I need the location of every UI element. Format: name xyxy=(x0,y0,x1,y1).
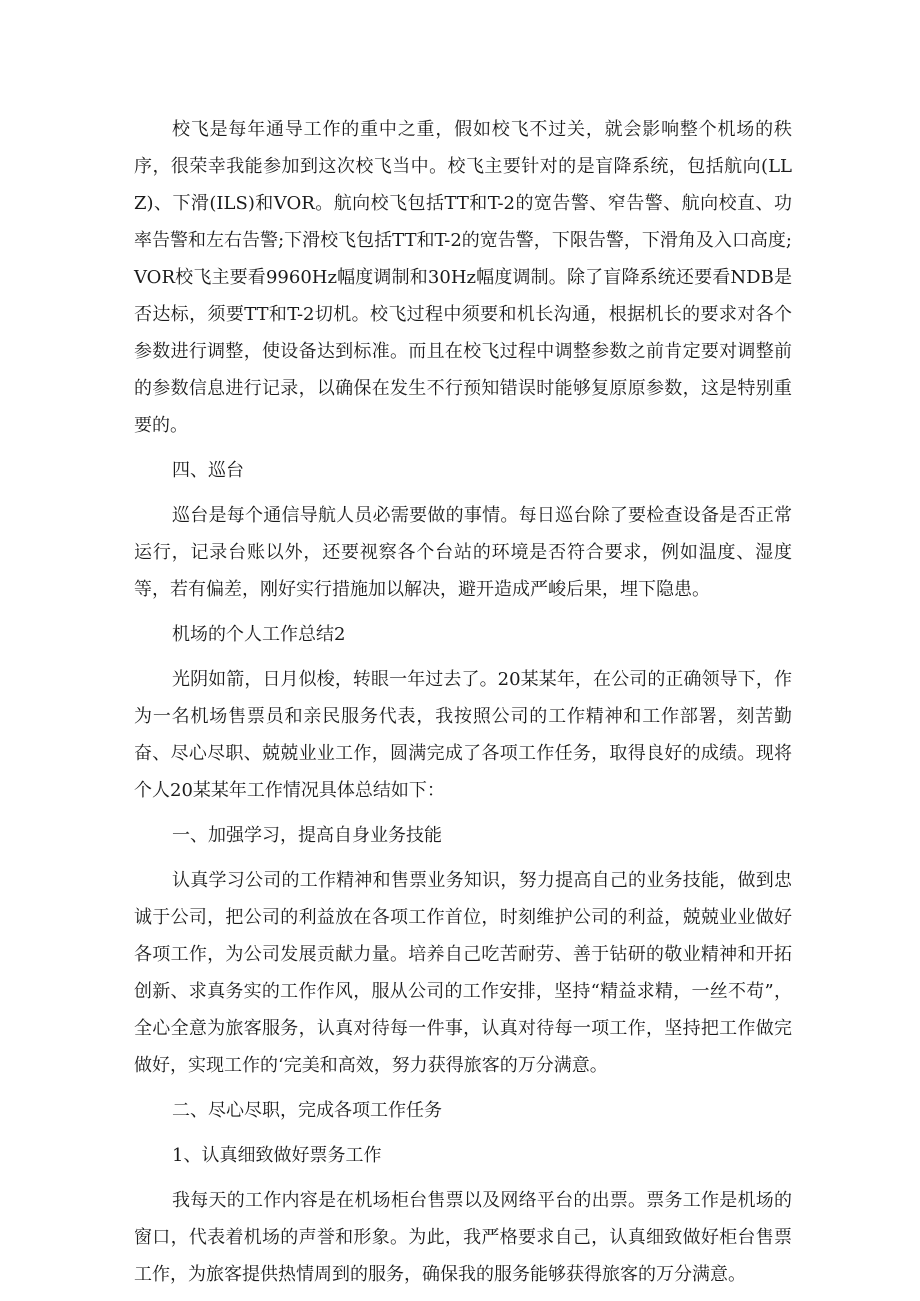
heading-station-inspection: 四、巡台 xyxy=(172,460,244,481)
subheading-ticketing-work: 1、认真细致做好票务工作 xyxy=(172,1145,382,1166)
heading-summary-2: 机场的个人工作总结2 xyxy=(172,624,346,645)
heading-strengthen-study: 一、加强学习，提高自身业务技能 xyxy=(172,825,442,846)
paragraph-calibration-flight: 校飞是每年通导工作的重中之重，假如校飞不过关，就会影响整个机场的秩序，很荣幸我能参加到这次校飞当中。校飞主要针对的是盲降系统，包括航向(LLZ)、下滑(ILS)和VOR。航向校飞包括TT和T-2的宽告警、窄告警、航向校直、功率告警和左右告警;下滑校飞包括TT和T-2的宽告警，下限告警，下滑角及入口高度;VOR校飞主要看9960Hz幅度调制和30Hz幅度调制。除了盲降系统还要看NDB是否达标，须要TT和T-2切机。校飞过程中须要和机长沟通，根据机长的要求对各个参数进行调整，使设备达到标准。而且在校飞过程中调整参数之前肯定要对调整前的参数信息进行记录，以确保在发生不行预知错误时能够复原原参数，这是特别重要的。 xyxy=(134,119,792,436)
paragraph-year-intro: 光阴如箭，日月似梭，转眼一年过去了。20某某年，在公司的正确领导下，作为一名机场售票员和亲民服务代表，我按照公司的工作精神和工作部署，刻苦勤奋、尽心尽职、兢兢业业工作，圆满完成了各项工作任务，取得良好的成绩。现将个人20某某年工作情况具体总结如下： xyxy=(134,669,792,801)
paragraph-strengthen-study: 认真学习公司的工作精神和售票业务知识，努力提高自己的业务技能，做到忠诚于公司，把公司的利益放在各项工作首位，时刻维护公司的利益，兢兢业业做好各项工作，为公司发展贡献力量。培养自己吃苦耐劳、善于钻研的敬业精神和开拓创新、求真务实的工作作风，服从公司的工作安排，坚持“精益求精，一丝不苟”，全心全意为旅客服务，认真对待每一件事，认真对待每一项工作，坚持把工作做完做好，实现工作的‘完美和高效，努力获得旅客的万分满意。 xyxy=(134,870,792,1076)
heading-complete-tasks: 二、尽心尽职，完成各项工作任务 xyxy=(172,1100,442,1121)
document-body xyxy=(134,111,792,1301)
paragraph-station-inspection: 巡台是每个通信导航人员必需要做的事情。每日巡台除了要检查设备是否正常运行，记录台账以外，还要视察各个台站的环境是否符合要求，例如温度、湿度等，若有偏差，刚好实行措施加以解决，避开造成严峻后果，埋下隐患。 xyxy=(134,505,792,600)
paragraph-ticketing-work: 我每天的工作内容是在机场柜台售票以及网络平台的出票。票务工作是机场的窗口，代表着机场的声誉和形象。为此，我严格要求自己，认真细致做好柜台售票工作，为旅客提供热情周到的服务，确保我的服务能够获得旅客的万分满意。 xyxy=(134,1190,792,1285)
